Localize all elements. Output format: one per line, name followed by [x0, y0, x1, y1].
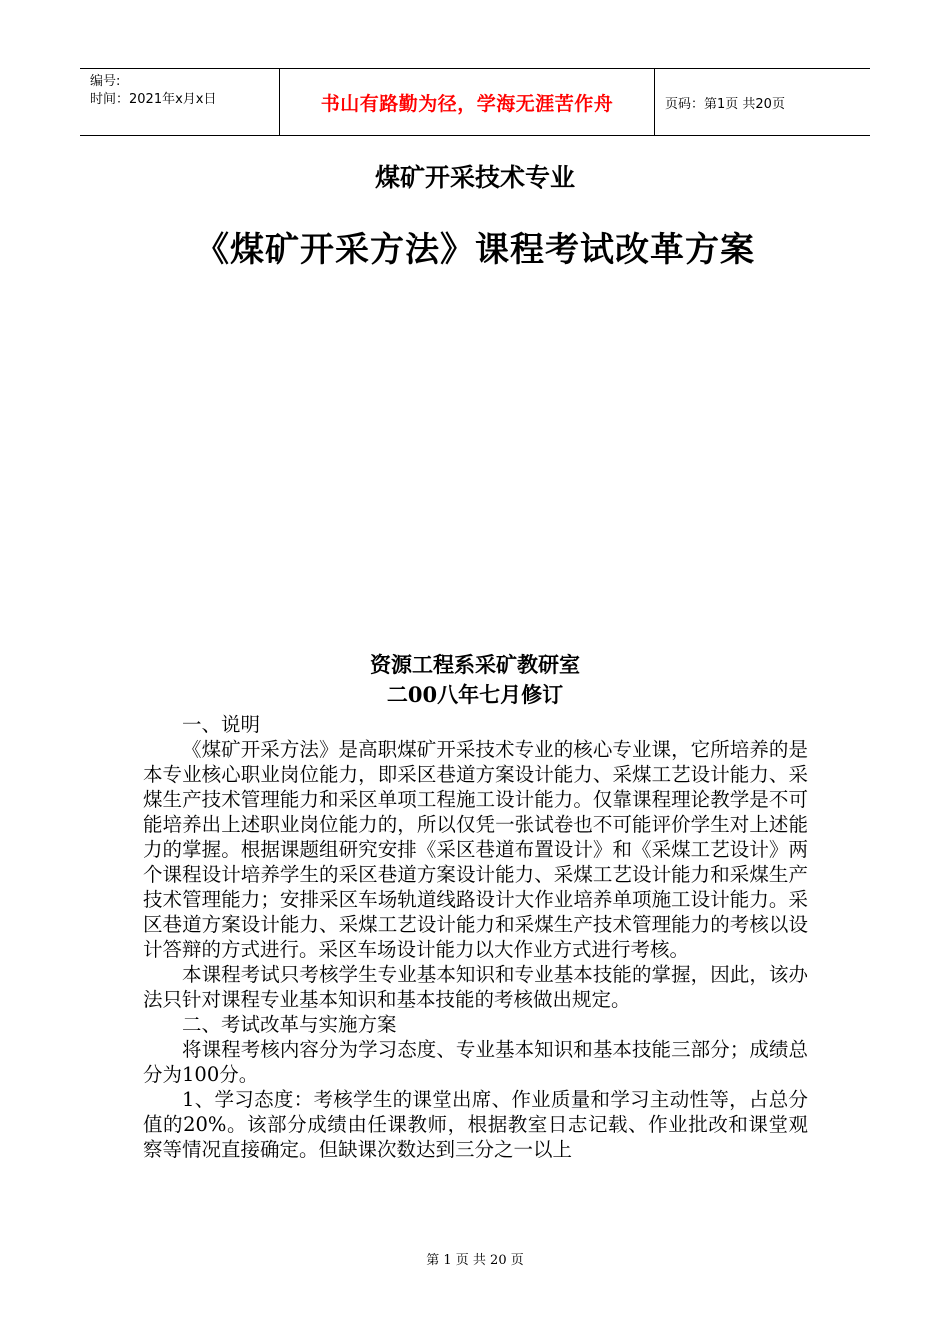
cover-subtitle: 煤矿开采技术专业 — [374, 163, 575, 192]
time-label: 时间：2021年x月x日 — [90, 92, 217, 107]
section-heading-2: 二、考试改革与实施方案 — [182, 1013, 397, 1036]
header-meta-cell — [80, 69, 280, 135]
paragraph-1: 《煤矿开采方法》是高职煤矿开采技术专业的核心专业课，它所培养的是本专业核心职业岗位能力，即采区巷道方案设计能力、采煤工艺设计能力、采煤生产技术管理能力和采区单项工程施工设计能力。仅靠课程理论教学是不可能培养出上述职业岗位能力的，所以仅凭一张试卷也不可能评价学生对上述能力的掌握。根据课题组研究安排《采区巷道布置设计》和《采煤工艺设计》两个课程设计培养学生的采区巷道方案设计能力、采煤工艺设计能力和采煤生产技术管理能力；安排采区车场轨道线路设计大作业培养单项施工设计能力。采区巷道方案设计能力、采煤工艺设计能力和采煤生产技术管理能力的考核以设计答辩的方式进行。采区车场设计能力以大作业方式进行考核。 — [143, 738, 808, 961]
department-name: 资源工程系采矿教研室 — [370, 652, 580, 677]
revision-date: 二00八年七月修订 — [386, 682, 564, 707]
document-body — [143, 712, 808, 1162]
paragraph-4: 1、学习态度：考核学生的课堂出席、作业质量和学习主动性等，占总分值的20%。该部分成绩由任课教师，根据教室日志记载、作业批改和课堂观察等情况直接确定。但缺课次数达到三分之一以上 — [143, 1088, 808, 1161]
motto-text: 书山有路勤为径，学海无涯苦作舟 — [320, 92, 614, 115]
page-footer: 第 1 页 共 20 页 — [426, 1253, 524, 1268]
header-motto-cell — [280, 69, 655, 135]
cover-title: 《煤矿开采方法》课程考试改革方案 — [195, 230, 755, 270]
code-label: 编号: — [90, 74, 121, 89]
section-heading-1: 一、说明 — [182, 713, 261, 736]
paragraph-3: 将课程考核内容分为学习态度、专业基本知识和基本技能三部分；成绩总分为100分。 — [143, 1038, 808, 1086]
paragraph-2: 本课程考试只考核学生专业基本知识和专业基本技能的掌握，因此，该办法只针对课程专业基本知识和基本技能的考核做出规定。 — [143, 963, 808, 1011]
cover-department-block — [0, 650, 950, 710]
header-page-cell — [655, 69, 870, 135]
page-number-label: 页码：第1页 共20页 — [665, 96, 785, 112]
page-header — [80, 68, 870, 136]
